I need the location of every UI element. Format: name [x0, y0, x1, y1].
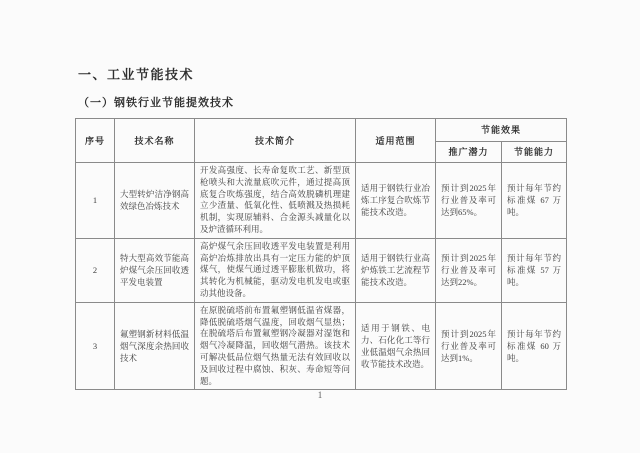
energy-saving-tech-table: [75, 118, 567, 390]
table-header-row-1: [76, 119, 567, 142]
cell-tech-intro: 高炉煤气余压回收透平发电装置是利用高炉冶炼排放出具有一定压力能的炉顶煤气，使煤气通过透平膨胀机做功，将其转化为机械能，驱动发电机发电或驱动其他设备。: [195, 238, 356, 302]
cell-potential: 预计到2025年行业普及率可达到65%。: [436, 163, 502, 239]
cell-tech-name: 大型转炉洁净钢高效绿色冶炼技术: [115, 163, 195, 239]
cell-tech-name: 氟塑钢新材料低温烟气深度余热回收技术: [115, 302, 195, 390]
cell-scope: 适用于钢铁、电力、石化化工等行业低温烟气余热回收节能技术改造。: [356, 302, 436, 390]
cell-capacity: 预计每年节约标准煤 60 万吨。: [502, 302, 567, 390]
cell-tech-intro: 在原脱硫塔前布置氟塑钢低温省煤器，降低脱硫塔烟气温度，回收烟气显热；在脱硫塔后布置氟塑钢冷凝器对湿饱和烟气冷凝降温，回收烟气潜热。该技术可解决低品位烟气热量无法有效回收以及回收过程中腐蚀、积灰、寿命短等问题。: [195, 302, 356, 390]
col-header-intro: 技术简介: [195, 119, 356, 163]
col-header-seq: 序号: [76, 119, 115, 163]
cell-seq: 3: [76, 302, 115, 390]
col-header-potential: 推广潜力: [436, 142, 502, 163]
col-header-capacity: 节能能力: [502, 142, 567, 163]
subsection-title: （一）钢铁行业节能提效技术: [78, 97, 234, 109]
cell-tech-name: 特大型高效节能高炉煤气余压回收透平发电装置: [115, 238, 195, 302]
table-row: [76, 302, 567, 390]
col-header-name: 技术名称: [115, 119, 195, 163]
table-row: [76, 163, 567, 239]
col-header-effect: 节能效果: [436, 119, 567, 142]
cell-scope: 适用于钢铁行业冶炼工序复合吹炼节能技术改造。: [356, 163, 436, 239]
cell-potential: 预计到2025年行业普及率可达到22%。: [436, 238, 502, 302]
cell-seq: 1: [76, 163, 115, 239]
cell-potential: 预计到2025年行业普及率可达到1%。: [436, 302, 502, 390]
section-title: 一、工业节能技术: [78, 67, 195, 82]
cell-seq: 2: [76, 238, 115, 302]
cell-capacity: 预计每年节约标准煤 57 万吨。: [502, 238, 567, 302]
col-header-scope: 适用范围: [356, 119, 436, 163]
table-row: [76, 238, 567, 302]
cell-capacity: 预计每年节约标准煤 67 万吨。: [502, 163, 567, 239]
cell-scope: 适用于钢铁行业高炉炼铁工艺流程节能技术改造。: [356, 238, 436, 302]
page-number: 1: [317, 390, 323, 400]
cell-tech-intro: 开发高强度、长寿命复吹工艺、新型顶枪喷头和大流量底吹元件，通过提高顶底复合吹炼强度，结合高效脱磷机理建立少渣量、低氧化性、低喷溅及热损耗机制，实现原辅料、合金源头减量化以及炉渣循环利用。: [195, 163, 356, 239]
